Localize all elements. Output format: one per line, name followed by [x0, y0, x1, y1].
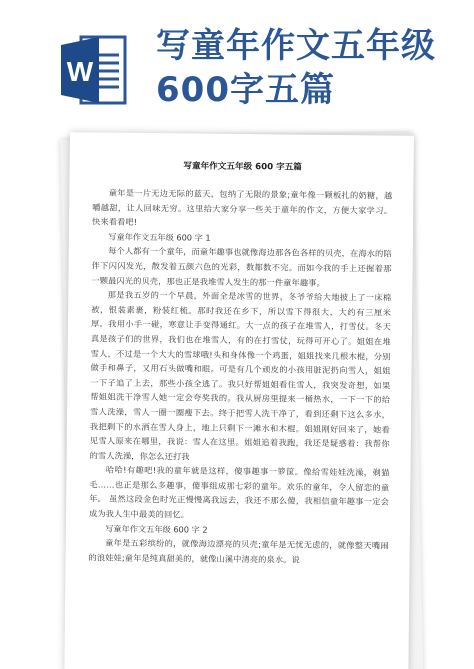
essay-1-paragraph-1: 每个人都有一个童年，而童年趣事也就像海边那各色各样的贝壳，在海水的陪伴下闪闪发光，散发着五颜六色的光彩，数都数不完。而如今我的手上还握着那一颗最闪光的贝壳，那也正是我堆雪人发生的那一件童年趣事。	[91, 245, 392, 288]
essay-2-paragraph-1: 童年是五彩缤纷的，就像海边漂亮的贝壳;童年是无忧无虑的，就像整天嘴闹的浪娃娃;童年是纯真甜美的，就像山溪中清亮的泉水。说	[88, 537, 389, 565]
essay-1-paragraph-2: 那是我五岁的一个早晨，外面全是冰雪的世界，冬爷爷给大地披上了一床棉被，银装素裹，粉装红梳。那时我还在乡下，所以雪下得很大，大约有三厘米厚。我用小手一碰，寒意让手变得通红。大一点的孩子在堆雪人，打雪仗。冬天真是孩子们的世界，我们也在堆雪人，有的在打雪仗，玩得可开心了。姐姐在堆雪人，不过是一个大大的雪球哦!头和身体像一个鸡蛋，姐姐找来几根木棍，分别做手和鼻子，又用石头做嘴和眼。可是有几个顽皮的小孩用脏泥扔向雪人，姐姐一下子追了上去，那些小孩全逃了。我只好帮姐姐看住雪人，我突发奇想，如果帮姐姐洗干净雪人她一定会夸奖我的。我从厨房里提来一桶热水，一下一下的给雪人洗澡，雪人一圈一圈瘦下去。终于把雪人洗干净了，看到还剩下这么多水，我把剩下的水洒在雪人身上，地上只剩下一滩水和木棍。姐姐刚好回来了，她看见雪人原来在哪里，我说：雪人在这里。姐姐追着我跑，我还是疑惑着：我帮你的雪人洗澡，你怎么还打我	[89, 289, 392, 462]
document-body	[88, 159, 392, 568]
essay-heading-1: 写童年作文五年级 600 字 1	[108, 231, 211, 243]
essay-1-paragraph-3: 哈哈!有趣吧!我的童年就是这样，傻事趣事一箩筐。像给雪娃娃洗澡，剃猫毛……也正是那么多趣事，傻事组成那七彩的童年。欢乐的童年，令人留恋的童年。 虽然这段金色时光正慢慢离我远去，我还不那么傻，我相信童年趣事一定会成为我人生中最美的回忆。	[88, 464, 390, 520]
word-document-icon	[61, 33, 127, 107]
word-icon-letter: W	[66, 56, 94, 87]
essay-heading-2: 写童年作文五年级 600 字 2	[105, 523, 208, 535]
document-title: 写童年作文五年级 600 字五篇	[183, 161, 302, 173]
page-title: 写童年作文五年级600字五篇	[156, 26, 436, 110]
banner	[0, 0, 474, 140]
document-page	[64, 132, 414, 669]
intro-paragraph: 童年是一片无边无际的蓝天，包纳了无限的景象;童年像一颗板扎的奶糖，越嚼越甜，让人回味无穷。这里给大家分享一些关于童年的作文，方便大家学习。快来看看吧!	[92, 187, 393, 228]
